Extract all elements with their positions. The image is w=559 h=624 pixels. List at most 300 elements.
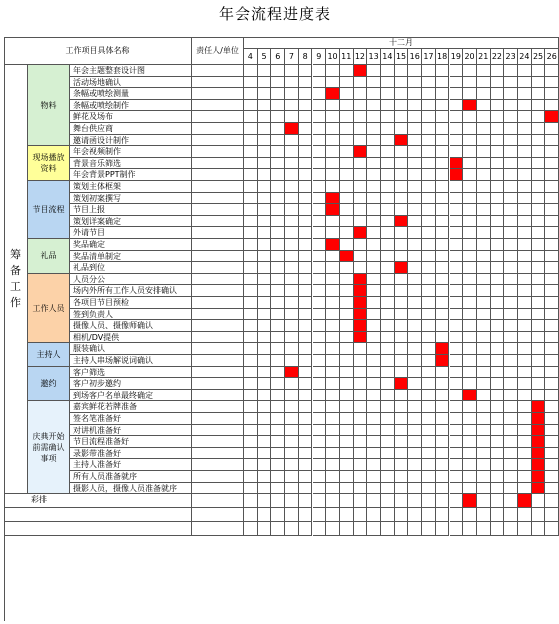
day-cell (340, 401, 354, 413)
owner-cell (192, 471, 244, 483)
day-cell (408, 239, 422, 251)
day-cell (271, 193, 285, 205)
day-cell (491, 390, 505, 402)
day-cell (463, 146, 477, 158)
day-cell (285, 77, 299, 89)
group-label: 庆典开始前需确认事项 (28, 401, 70, 494)
day-cell (463, 367, 477, 379)
day-cell (244, 508, 258, 522)
day-cell (367, 65, 381, 77)
day-cell (408, 459, 422, 471)
day-cell (244, 355, 258, 367)
day-cell (422, 401, 436, 413)
day-cell (477, 111, 491, 123)
group-label: 礼品 (28, 239, 70, 274)
day-cell (285, 494, 299, 508)
day-cell (518, 320, 532, 332)
day-cell (326, 111, 340, 123)
task-name: 活动场地确认 (70, 77, 192, 89)
day-cell (313, 135, 327, 147)
day-cell (271, 483, 285, 495)
day-cell (244, 448, 258, 460)
header-day: 26 (545, 49, 559, 65)
day-cell (381, 262, 395, 274)
day-cell (395, 378, 409, 390)
day-cell (313, 367, 327, 379)
day-cell (491, 436, 505, 448)
day-cell (504, 355, 518, 367)
day-cell (313, 309, 327, 321)
day-cell (367, 401, 381, 413)
day-cell (244, 239, 258, 251)
day-cell (545, 146, 559, 158)
task-name: 摄像人员、摄像师确认 (70, 320, 192, 332)
day-cell (340, 193, 354, 205)
day-cell (422, 262, 436, 274)
day-cell (463, 251, 477, 263)
day-cell (381, 425, 395, 437)
day-cell (354, 204, 368, 216)
day-cell (285, 367, 299, 379)
day-cell (244, 378, 258, 390)
day-cell (450, 204, 464, 216)
day-cell (299, 425, 313, 437)
day-cell (463, 216, 477, 228)
day-cell (477, 378, 491, 390)
day-cell (340, 522, 354, 536)
day-cell (395, 146, 409, 158)
day-cell (545, 100, 559, 112)
task-name: 节目流程准备好 (70, 436, 192, 448)
header-owner: 责任人/单位 (192, 37, 244, 65)
day-cell (381, 111, 395, 123)
day-cell (313, 227, 327, 239)
day-cell (326, 251, 340, 263)
day-cell (477, 425, 491, 437)
day-cell (477, 297, 491, 309)
header-day: 25 (532, 49, 546, 65)
day-cell (271, 285, 285, 297)
day-cell (354, 262, 368, 274)
day-cell (258, 367, 272, 379)
day-cell (354, 181, 368, 193)
day-cell (436, 425, 450, 437)
day-cell (504, 158, 518, 170)
day-cell (340, 425, 354, 437)
day-cell (436, 508, 450, 522)
day-cell (354, 274, 368, 286)
day-cell (450, 239, 464, 251)
day-cell (340, 227, 354, 239)
header-day: 9 (313, 49, 327, 65)
day-cell (271, 297, 285, 309)
task-name: 签到负责人 (70, 309, 192, 321)
day-cell (367, 355, 381, 367)
day-cell (271, 494, 285, 508)
day-cell (450, 483, 464, 495)
day-cell (545, 355, 559, 367)
day-cell (545, 522, 559, 536)
day-cell (299, 216, 313, 228)
day-cell (504, 494, 518, 508)
day-cell (450, 146, 464, 158)
day-cell (381, 216, 395, 228)
day-cell (326, 459, 340, 471)
owner-cell (192, 367, 244, 379)
day-cell (395, 285, 409, 297)
day-cell (271, 146, 285, 158)
owner-cell (192, 216, 244, 228)
owner-cell (192, 77, 244, 89)
day-cell (436, 413, 450, 425)
day-cell (381, 297, 395, 309)
day-cell (491, 88, 505, 100)
day-cell (381, 436, 395, 448)
day-cell (395, 309, 409, 321)
task-name: 嘉宾鲜花若牌准备 (70, 401, 192, 413)
day-cell (450, 169, 464, 181)
group-label: 工作人员 (28, 274, 70, 344)
day-cell (271, 65, 285, 77)
day-cell (422, 158, 436, 170)
day-cell (244, 227, 258, 239)
day-cell (271, 522, 285, 536)
day-cell (395, 332, 409, 344)
day-cell (313, 181, 327, 193)
day-cell (340, 436, 354, 448)
day-cell (504, 204, 518, 216)
day-cell (299, 100, 313, 112)
day-cell (340, 390, 354, 402)
day-cell (395, 239, 409, 251)
header-day: 8 (299, 49, 313, 65)
day-cell (532, 65, 546, 77)
day-cell (395, 169, 409, 181)
day-cell (463, 274, 477, 286)
day-cell (285, 216, 299, 228)
day-cell (354, 522, 368, 536)
day-cell (518, 494, 532, 508)
day-cell (408, 204, 422, 216)
day-cell (313, 471, 327, 483)
day-cell (326, 239, 340, 251)
day-cell (313, 111, 327, 123)
day-cell (450, 508, 464, 522)
day-cell (258, 320, 272, 332)
owner-cell (192, 193, 244, 205)
day-cell (326, 436, 340, 448)
day-cell (395, 425, 409, 437)
day-cell (463, 494, 477, 508)
day-cell (244, 158, 258, 170)
day-cell (518, 355, 532, 367)
day-cell (285, 332, 299, 344)
day-cell (408, 436, 422, 448)
day-cell (422, 274, 436, 286)
day-cell (532, 390, 546, 402)
day-cell (477, 343, 491, 355)
day-cell (545, 274, 559, 286)
day-cell (340, 239, 354, 251)
day-cell (532, 262, 546, 274)
day-cell (504, 471, 518, 483)
day-cell (477, 413, 491, 425)
day-cell (545, 343, 559, 355)
day-cell (258, 471, 272, 483)
day-cell (381, 367, 395, 379)
day-cell (436, 483, 450, 495)
day-cell (258, 413, 272, 425)
day-cell (271, 448, 285, 460)
day-cell (367, 343, 381, 355)
day-cell (422, 343, 436, 355)
day-cell (340, 65, 354, 77)
day-cell (340, 262, 354, 274)
task-name: 条幅或喷绘制作 (70, 100, 192, 112)
day-cell (463, 193, 477, 205)
day-cell (545, 77, 559, 89)
day-cell (271, 459, 285, 471)
day-cell (408, 320, 422, 332)
day-cell (381, 239, 395, 251)
day-cell (271, 111, 285, 123)
day-cell (436, 471, 450, 483)
day-cell (326, 425, 340, 437)
day-cell (313, 158, 327, 170)
day-cell (422, 135, 436, 147)
day-cell (463, 239, 477, 251)
day-cell (463, 262, 477, 274)
day-cell (285, 88, 299, 100)
day-cell (477, 494, 491, 508)
day-cell (367, 483, 381, 495)
day-cell (313, 285, 327, 297)
day-cell (504, 459, 518, 471)
day-cell (491, 508, 505, 522)
day-cell (545, 111, 559, 123)
day-cell (299, 285, 313, 297)
day-cell (244, 390, 258, 402)
day-cell (436, 146, 450, 158)
group-label: 节目流程 (28, 181, 70, 239)
day-cell (367, 297, 381, 309)
day-cell (450, 425, 464, 437)
group-label: 主持人 (28, 343, 70, 366)
day-cell (340, 332, 354, 344)
day-cell (285, 355, 299, 367)
day-cell (436, 297, 450, 309)
day-cell (258, 216, 272, 228)
day-cell (258, 401, 272, 413)
day-cell (381, 158, 395, 170)
day-cell (436, 459, 450, 471)
day-cell (381, 100, 395, 112)
day-cell (395, 483, 409, 495)
day-cell (436, 181, 450, 193)
day-cell (408, 343, 422, 355)
header-day: 18 (436, 49, 450, 65)
day-cell (491, 413, 505, 425)
day-cell (450, 297, 464, 309)
owner-cell (192, 309, 244, 321)
day-cell (491, 309, 505, 321)
day-cell (532, 355, 546, 367)
day-cell (271, 239, 285, 251)
day-cell (408, 367, 422, 379)
day-cell (367, 522, 381, 536)
day-cell (299, 367, 313, 379)
day-cell (354, 494, 368, 508)
day-cell (395, 204, 409, 216)
day-cell (450, 320, 464, 332)
day-cell (313, 390, 327, 402)
task-name: 舞台供应商 (70, 123, 192, 135)
day-cell (367, 88, 381, 100)
group-label: 物料 (28, 65, 70, 146)
day-cell (367, 413, 381, 425)
day-cell (518, 367, 532, 379)
day-cell (532, 193, 546, 205)
day-cell (450, 88, 464, 100)
day-cell (504, 193, 518, 205)
day-cell (340, 508, 354, 522)
day-cell (313, 332, 327, 344)
day-cell (285, 285, 299, 297)
day-cell (313, 413, 327, 425)
day-cell (326, 216, 340, 228)
day-cell (326, 146, 340, 158)
day-cell (367, 204, 381, 216)
day-cell (340, 158, 354, 170)
day-cell (532, 135, 546, 147)
day-cell (326, 297, 340, 309)
owner-cell (192, 123, 244, 135)
day-cell (422, 146, 436, 158)
owner-cell (192, 436, 244, 448)
day-cell (436, 204, 450, 216)
day-cell (258, 494, 272, 508)
day-cell (381, 332, 395, 344)
day-cell (518, 459, 532, 471)
day-cell (408, 483, 422, 495)
day-cell (491, 77, 505, 89)
day-cell (518, 227, 532, 239)
day-cell (340, 111, 354, 123)
day-cell (299, 169, 313, 181)
owner-cell (192, 378, 244, 390)
day-cell (285, 508, 299, 522)
header-day: 16 (408, 49, 422, 65)
owner-cell (192, 448, 244, 460)
day-cell (381, 309, 395, 321)
task-name: 年会视频制作 (70, 146, 192, 158)
task-name: 对讲机准备好 (70, 425, 192, 437)
day-cell (271, 508, 285, 522)
section-label: 筹备工作 (4, 65, 28, 494)
day-cell (504, 508, 518, 522)
day-cell (450, 100, 464, 112)
day-cell (422, 459, 436, 471)
day-cell (285, 227, 299, 239)
day-cell (477, 158, 491, 170)
day-cell (532, 169, 546, 181)
day-cell (408, 181, 422, 193)
day-cell (408, 262, 422, 274)
day-cell (422, 65, 436, 77)
day-cell (326, 100, 340, 112)
day-cell (518, 146, 532, 158)
day-cell (395, 320, 409, 332)
day-cell (367, 471, 381, 483)
day-cell (299, 390, 313, 402)
header-item-name: 工作项目具体名称 (4, 37, 192, 65)
day-cell (326, 378, 340, 390)
owner-cell (192, 459, 244, 471)
day-cell (244, 181, 258, 193)
day-cell (244, 471, 258, 483)
day-cell (285, 448, 299, 460)
owner-cell (192, 204, 244, 216)
day-cell (463, 320, 477, 332)
day-cell (354, 332, 368, 344)
day-cell (258, 251, 272, 263)
day-cell (367, 158, 381, 170)
day-cell (258, 522, 272, 536)
day-cell (381, 483, 395, 495)
day-cell (422, 88, 436, 100)
day-cell (491, 204, 505, 216)
day-cell (258, 135, 272, 147)
day-cell (504, 146, 518, 158)
day-cell (381, 320, 395, 332)
day-cell (436, 274, 450, 286)
day-cell (491, 285, 505, 297)
owner-cell (192, 65, 244, 77)
day-cell (299, 483, 313, 495)
day-cell (367, 508, 381, 522)
day-cell (450, 494, 464, 508)
day-cell (422, 204, 436, 216)
day-cell (477, 204, 491, 216)
owner-cell (192, 508, 244, 522)
day-cell (545, 123, 559, 135)
day-cell (285, 181, 299, 193)
day-cell (326, 508, 340, 522)
day-cell (491, 216, 505, 228)
day-cell (381, 135, 395, 147)
day-cell (271, 227, 285, 239)
day-cell (244, 123, 258, 135)
day-cell (381, 77, 395, 89)
day-cell (299, 193, 313, 205)
day-cell (271, 401, 285, 413)
day-cell (408, 65, 422, 77)
header-day: 23 (504, 49, 518, 65)
day-cell (477, 471, 491, 483)
day-cell (340, 146, 354, 158)
day-cell (354, 343, 368, 355)
day-cell (422, 309, 436, 321)
day-cell (381, 448, 395, 460)
day-cell (422, 111, 436, 123)
day-cell (313, 297, 327, 309)
task-name: 场内外所有工作人员安排确认 (70, 285, 192, 297)
day-cell (436, 135, 450, 147)
day-cell (367, 100, 381, 112)
day-cell (408, 216, 422, 228)
header-day: 14 (381, 49, 395, 65)
day-cell (326, 169, 340, 181)
